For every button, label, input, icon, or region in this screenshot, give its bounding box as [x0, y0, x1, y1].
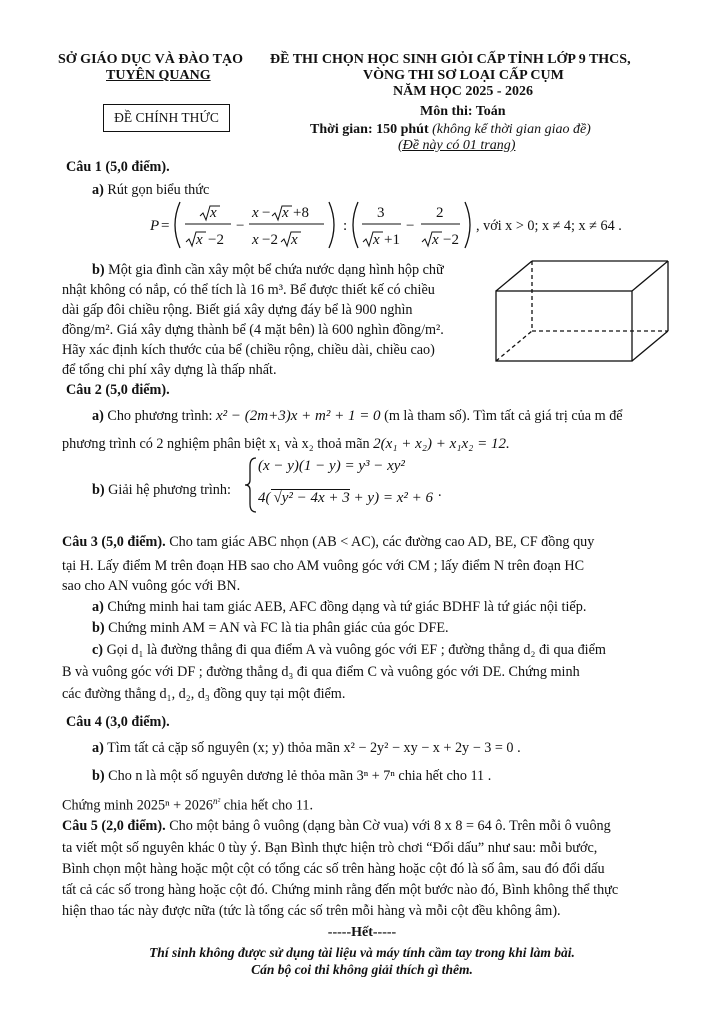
svg-text:x: x	[432, 232, 439, 248]
time-limit-note: (không kể thời gian giao đề)	[432, 122, 591, 137]
question-3c-line-1	[92, 640, 606, 660]
question-1b-line-5: Hãy xác định kích thước của bể (chiều rộng, chiều dài, chiều cao)	[62, 342, 435, 358]
question-4b-exponent: n²	[213, 796, 221, 806]
question-5-line-2: ta viết một số nguyên khác 0 tùy ý. Bạn Bình thực hiện trò chơi “Đổi dấu” như sau: mỗi bước,	[62, 840, 598, 856]
question-2a-condition-text: phương trình có 2 nghiệm phân biệt x₁ và x₂ thoả mãn	[62, 436, 370, 452]
question-3a-label: a)	[92, 599, 104, 615]
question-2a-intro: Cho phương trình:	[107, 408, 213, 424]
official-badge	[103, 104, 230, 132]
question-3c-line-2: B và vuông góc với DF ; đường thẳng d₃ đi qua điểm C và vuông góc với DE. Chứng minh	[62, 664, 580, 680]
question-3b-label: b)	[92, 620, 105, 636]
question-4a	[92, 738, 521, 758]
question-2a-line-1	[92, 406, 623, 426]
question-4b-text: Cho n là một số nguyên dương lẻ thỏa mãn 3ⁿ + 7ⁿ chia hết cho 11 .	[108, 768, 492, 784]
expression-conditions: , với x > 0; x ≠ 4; x ≠ 64 .	[476, 218, 622, 234]
rectangular-box-figure	[490, 255, 675, 367]
system-equation-2-radicand: y² − 4x + 3	[281, 490, 350, 506]
svg-text:+1: +1	[384, 232, 400, 248]
question-3-line-3: sao cho AN vuông góc với BN.	[62, 578, 241, 594]
question-5-title: Câu 5 (2,0 điểm).	[62, 818, 166, 834]
question-3-line-2: tại H. Lấy điểm M trên đoạn HB sao cho AM vuông góc với CM ; lấy điểm N trên đoạn HC	[62, 558, 585, 574]
svg-text:x: x	[282, 205, 289, 221]
province-name: TUYÊN QUANG	[106, 68, 211, 83]
question-5-line-3: Bình chọn một hàng hoặc một cột có tổng các số trên hàng hoặc cột đó là số âm, sau đó đổi dấu	[62, 861, 605, 877]
question-1a-text: Rút gọn biểu thức	[107, 182, 210, 198]
end-mark: -----Hết-----	[327, 925, 397, 940]
svg-text:−: −	[236, 218, 245, 234]
svg-text:−: −	[262, 205, 271, 221]
question-5-line-4: tất cả các số trong hàng hoặc cột đó. Chứng minh rằng đến một bước nào đó, Bình không thể thực	[62, 882, 619, 898]
svg-text:−: −	[406, 218, 415, 234]
question-4b-line-2	[62, 791, 313, 816]
department-name: SỞ GIÁO DỤC VÀ ĐÀO TẠO	[58, 52, 244, 67]
question-2a-line-2	[62, 434, 510, 454]
question-1b-line-1	[92, 260, 444, 280]
footer-note-2: Cán bộ coi thi không giải thích gì thêm.	[251, 962, 473, 977]
exam-round: VÒNG THI SƠ LOẠI CẤP CỤM	[363, 68, 564, 83]
question-2a-condition: 2(x₁ + x₂) + x₁x₂ = 12.	[373, 436, 510, 452]
question-3-intro: Cho tam giác ABC nhọn (AB < AC), các đường cao AD, BE, CF đồng quy	[169, 534, 595, 550]
question-1-title: Câu 1 (5,0 điểm).	[66, 159, 170, 175]
question-1b-label: b)	[92, 262, 105, 278]
svg-text:2: 2	[436, 205, 444, 221]
svg-text:−2: −2	[208, 232, 224, 248]
svg-text:x: x	[291, 232, 298, 248]
svg-text:+8: +8	[293, 205, 309, 221]
question-4b-claim: Chứng minh 2025ⁿ + 2026	[62, 797, 214, 814]
question-3b-text: Chứng minh AM = AN và FC là tia phân giác của góc DFE.	[108, 620, 449, 636]
question-1b-line-2: nhật không có nắp, có thể tích là 16 m³. Bể được thiết kế có chiều	[62, 282, 435, 298]
subject: Môn thi: Toán	[420, 104, 506, 119]
question-5-line-1	[62, 816, 611, 836]
question-4b	[92, 766, 491, 786]
question-1b-line-4: đồng/m². Giá xây dựng thành bể (4 mặt bên) là 600 nghìn đồng/m².	[62, 322, 444, 338]
school-year: NĂM HỌC 2025 - 2026	[393, 84, 533, 99]
svg-text:x: x	[252, 232, 259, 248]
question-2-title: Câu 2 (5,0 điểm).	[66, 382, 170, 398]
svg-text:x: x	[196, 232, 203, 248]
page-count-note: (Đề này có 01 trang)	[398, 138, 516, 153]
question-1b-line-3: dài gấp đôi chiều rộng. Biết giá xây dựng đáy bể là 900 nghìn	[62, 302, 413, 318]
svg-text:x: x	[373, 232, 380, 248]
svg-text::: :	[343, 218, 348, 234]
official-label: ĐỀ CHÍNH THỨC	[114, 110, 219, 125]
question-5-line-5: hiện thao tác này được nữa (tức là tổng các số trên mỗi hàng và mỗi cột đều không âm).	[62, 903, 561, 919]
exam-title: ĐỀ THI CHỌN HỌC SINH GIỎI CẤP TỈNH LỚP 9 THCS,	[270, 52, 631, 67]
question-1b-text: Một gia đình cần xây một bể chứa nước dạng hình hộp chữ	[108, 262, 444, 278]
question-4b-label: b)	[92, 768, 105, 784]
question-3c-label: c)	[92, 642, 104, 658]
question-2b	[92, 480, 231, 500]
question-4-title: Câu 4 (3,0 điểm).	[66, 714, 170, 730]
question-4a-text: Tìm tất cả cặp số nguyên (x; y) thỏa mãn x² − 2y² − xy − x + 2y − 3 = 0 .	[107, 740, 521, 756]
time-limit-duration: Thời gian: 150 phút	[310, 122, 429, 137]
svg-text:3: 3	[377, 205, 385, 221]
footer-note-1: Thí sinh không được sử dụng tài liệu và máy tính cầm tay trong khi làm bài.	[149, 945, 575, 960]
question-2a-equation: x² − (2m+3)x + m² + 1 = 0	[215, 408, 381, 424]
question-3c-text: Gọi d₁ là đường thẳng đi qua điểm A và vuông góc với EF ; đường thẳng d₂ đi qua điểm	[106, 642, 606, 658]
svg-text:−2: −2	[262, 232, 278, 248]
question-1b-line-6: để tổng chi phí xây dựng là thấp nhất.	[62, 362, 277, 378]
system-equation-2-suffix: + y) = x² + 6	[353, 490, 433, 506]
system-equation-2	[258, 490, 433, 507]
formula-p-symbol: P	[150, 218, 160, 234]
formula-equals: =	[161, 218, 170, 234]
time-limit	[310, 122, 591, 138]
question-4a-label: a)	[92, 740, 104, 756]
system-period: .	[438, 484, 442, 500]
question-5-text: Cho một bảng ô vuông (dạng bàn Cờ vua) với 8 x 8 = 64 ô. Trên mỗi ô vuông	[169, 818, 611, 834]
svg-text:−2: −2	[443, 232, 459, 248]
question-2b-text: Giải hệ phương trình:	[108, 482, 231, 498]
question-3-title: Câu 3 (5,0 điểm).	[62, 534, 166, 550]
svg-text:x: x	[252, 205, 259, 221]
question-2a-label: a)	[92, 408, 104, 424]
system-brace	[244, 456, 258, 514]
question-3b	[92, 618, 449, 638]
system-equation-1: (x − y)(1 − y) = y³ − xy²	[258, 458, 405, 474]
question-1a-label: a)	[92, 182, 104, 198]
question-3a	[92, 597, 586, 617]
question-3c-line-3: các đường thẳng d₁, d₂, d₃ đồng quy tại một điểm.	[62, 686, 346, 702]
question-2b-label: b)	[92, 482, 105, 498]
formula-paren	[175, 202, 180, 248]
system-equation-2-radical: √y² − 4x + 3	[271, 489, 350, 506]
question-3-line-1	[62, 532, 594, 552]
question-3a-text: Chứng minh hai tam giác AEB, AFC đồng dạng và tứ giác BDHF là tứ giác nội tiếp.	[107, 599, 587, 615]
question-4b-claim-end: chia hết cho 11.	[220, 797, 314, 814]
system-equation-2-prefix: 4(	[258, 490, 271, 506]
svg-text:x: x	[210, 205, 217, 221]
question-2a-param: (m là tham số). Tìm tất cả giá trị của m để	[384, 408, 623, 424]
